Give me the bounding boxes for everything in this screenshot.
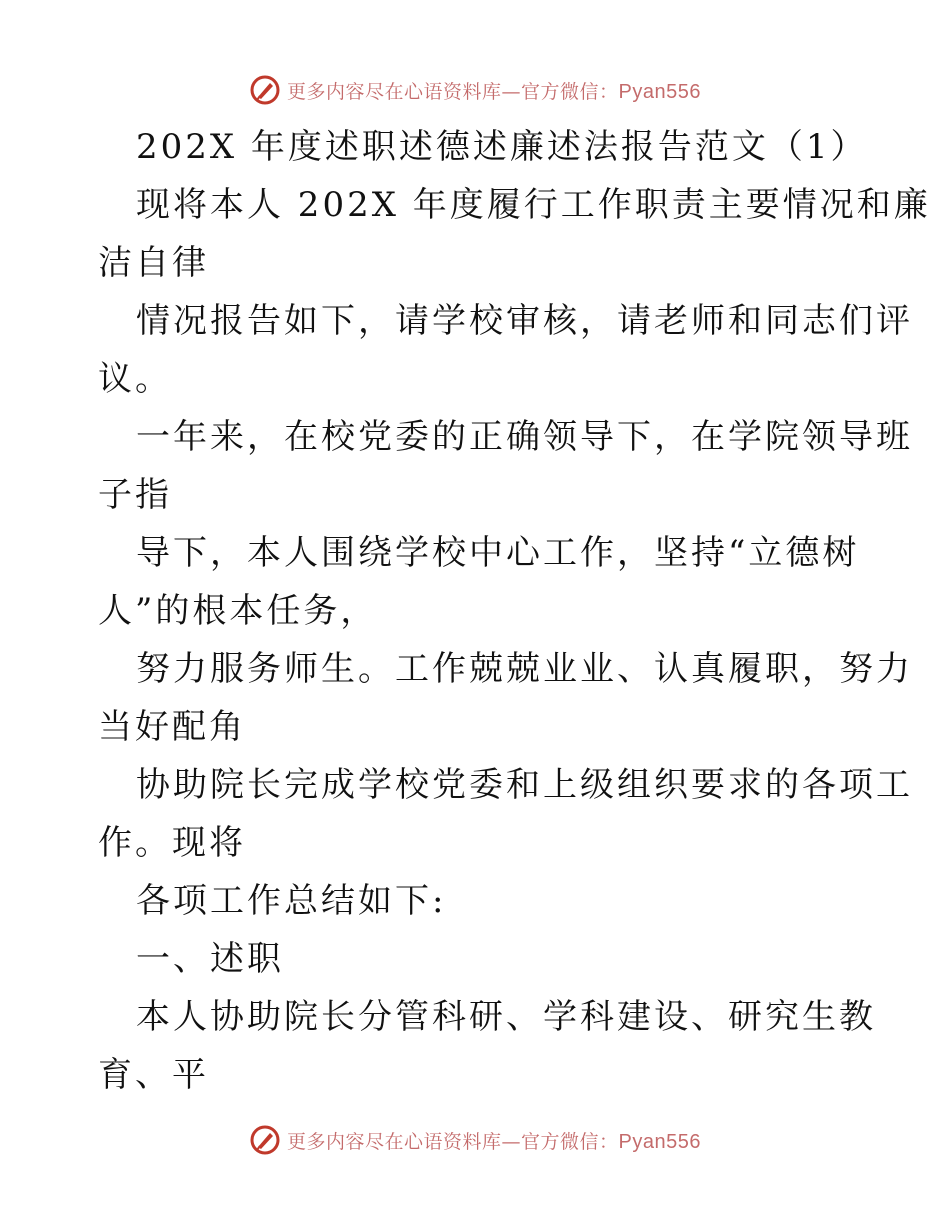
text-line: 当好配角 xyxy=(98,707,246,747)
footer-wechat-id: Pyan556 xyxy=(618,1130,701,1153)
text-line: 各项工作总结如下: xyxy=(136,881,447,921)
text-line: 导下，本人围绕学校中心工作，坚持“立德树 xyxy=(136,533,860,573)
text-line: 现将本人 202X 年度履行工作职责主要情况和廉 xyxy=(136,185,931,225)
header-wechat-id: Pyan556 xyxy=(618,80,701,103)
footer-banner xyxy=(0,1120,950,1160)
text-line: 协助院长完成学校党委和上级组织要求的各项工 xyxy=(136,765,913,805)
text-line: 努力服务师生。工作兢兢业业、认真履职，努力 xyxy=(136,649,913,689)
document-title: 202X 年度述职述德述廉述法报告范文（1） xyxy=(136,127,868,167)
red-quill-seal-icon xyxy=(249,1124,281,1156)
text-line: 育、平 xyxy=(98,1055,209,1095)
text-line: 议。 xyxy=(98,359,172,399)
text-line: 情况报告如下，请学校审核，请老师和同志们评 xyxy=(136,301,913,341)
header-banner xyxy=(0,70,950,110)
text-line: 一年来，在校党委的正确领导下，在学院领导班 xyxy=(136,417,913,457)
header-banner-text: 更多内容尽在心语资料库—官方微信： xyxy=(287,80,619,103)
text-line: 洁自律 xyxy=(98,243,209,283)
footer-banner-text: 更多内容尽在心语资料库—官方微信： xyxy=(287,1130,619,1153)
text-line: 人”的根本任务， xyxy=(98,591,378,631)
text-line: 本人协助院长分管科研、学科建设、研究生教 xyxy=(136,997,876,1037)
text-line: 作。现将 xyxy=(98,823,246,863)
text-line: 子指 xyxy=(98,475,172,515)
section-heading: 一、述职 xyxy=(136,939,284,979)
document-body xyxy=(98,118,931,1104)
red-quill-seal-icon xyxy=(249,74,281,106)
